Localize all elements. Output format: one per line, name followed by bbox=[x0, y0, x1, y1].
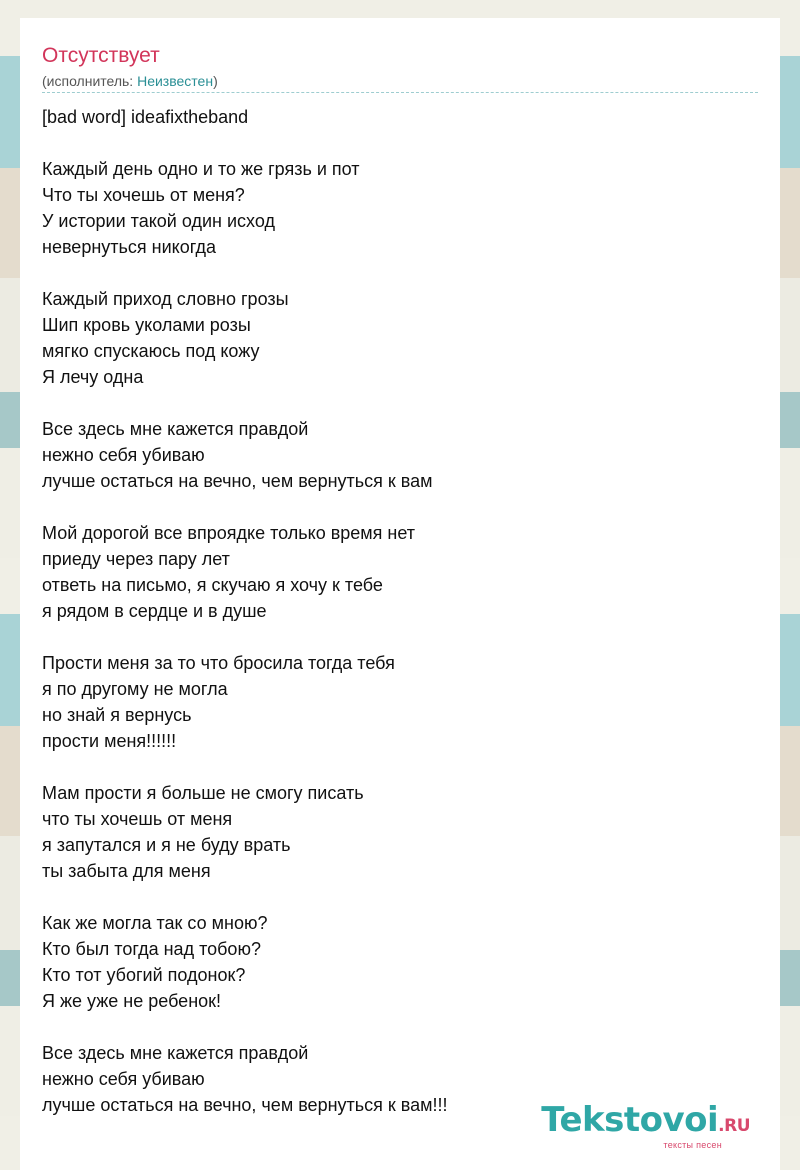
lyrics-line: У истории такой один исход bbox=[42, 211, 275, 231]
site-logo[interactable] bbox=[541, 1102, 750, 1150]
lyrics-line: ответь на письмо, я скучаю я хочу к тебе bbox=[42, 575, 383, 595]
logo-name: Tekstovoi bbox=[541, 1100, 719, 1140]
lyrics-line: приеду через пару лет bbox=[42, 549, 230, 569]
lyrics-card bbox=[20, 18, 780, 1170]
lyrics-line: мягко спускаюсь под кожу bbox=[42, 341, 260, 361]
lyrics-line: Каждый день одно и то же грязь и пот bbox=[42, 159, 360, 179]
lyrics-line: лучше остаться на вечно, чем вернуться к вам bbox=[42, 471, 433, 491]
lyrics-line: Кто был тогда над тобою? bbox=[42, 939, 261, 959]
logo-tagline: тексты песен bbox=[663, 1140, 722, 1150]
lyrics-line: Все здесь мне кажется правдой bbox=[42, 419, 309, 439]
lyrics-line: Все здесь мне кажется правдой bbox=[42, 1043, 309, 1063]
lyrics-line: я по другому не могла bbox=[42, 679, 228, 699]
lyrics-stanza bbox=[42, 286, 758, 390]
artist-suffix: ) bbox=[213, 73, 218, 89]
lyrics-line: я запутался и я не буду врать bbox=[42, 835, 291, 855]
lyrics-line: ты забыта для меня bbox=[42, 861, 211, 881]
lyrics-line: Прости меня за то что бросила тогда тебя bbox=[42, 653, 395, 673]
lyrics-line: невернуться никогда bbox=[42, 237, 216, 257]
lyrics-line: прости меня!!!!!! bbox=[42, 731, 177, 751]
lyrics-line: но знай я вернусь bbox=[42, 705, 192, 725]
lyrics-stanza bbox=[42, 780, 758, 884]
artist-line bbox=[42, 72, 758, 90]
logo-tld: .RU bbox=[718, 1116, 750, 1136]
lyrics-line: что ты хочешь от меня bbox=[42, 809, 233, 829]
artist-prefix: (исполнитель: bbox=[42, 73, 138, 89]
lyrics-stanza bbox=[42, 156, 758, 260]
lyrics-line: [bad word] ideafixtheband bbox=[42, 107, 249, 127]
lyrics-line: Я лечу одна bbox=[42, 367, 144, 387]
artist-name-link[interactable]: Неизвестен bbox=[137, 73, 214, 89]
lyrics-text bbox=[42, 104, 758, 1144]
lyrics-line: Каждый приход словно грозы bbox=[42, 289, 289, 309]
lyrics-line: нежно себя убиваю bbox=[42, 445, 205, 465]
song-header bbox=[42, 42, 758, 90]
lyrics-line: Как же могла так со мною? bbox=[42, 913, 268, 933]
lyrics-line: Шип кровь уколами розы bbox=[42, 315, 251, 335]
lyrics-line: лучше остаться на вечно, чем вернуться к вам!!! bbox=[42, 1095, 448, 1115]
lyrics-line: нежно себя убиваю bbox=[42, 1069, 205, 1089]
lyrics-line: Что ты хочешь от меня? bbox=[42, 185, 245, 205]
song-title: Отсутствует bbox=[42, 44, 160, 67]
lyrics-line: Мой дорогой все впроядке только время нет bbox=[42, 523, 416, 543]
lyrics-stanza bbox=[42, 650, 758, 754]
header-divider bbox=[42, 92, 758, 93]
lyrics-stanza bbox=[42, 520, 758, 624]
lyrics-line: Кто тот убогий подонок? bbox=[42, 965, 246, 985]
lyrics-stanza bbox=[42, 104, 758, 130]
lyrics-line: Мам прости я больше не смогу писать bbox=[42, 783, 364, 803]
lyrics-line: Я же уже не ребенок! bbox=[42, 991, 222, 1011]
lyrics-stanza bbox=[42, 910, 758, 1014]
lyrics-line: я рядом в сердце и в душе bbox=[42, 601, 267, 621]
lyrics-stanza bbox=[42, 416, 758, 494]
